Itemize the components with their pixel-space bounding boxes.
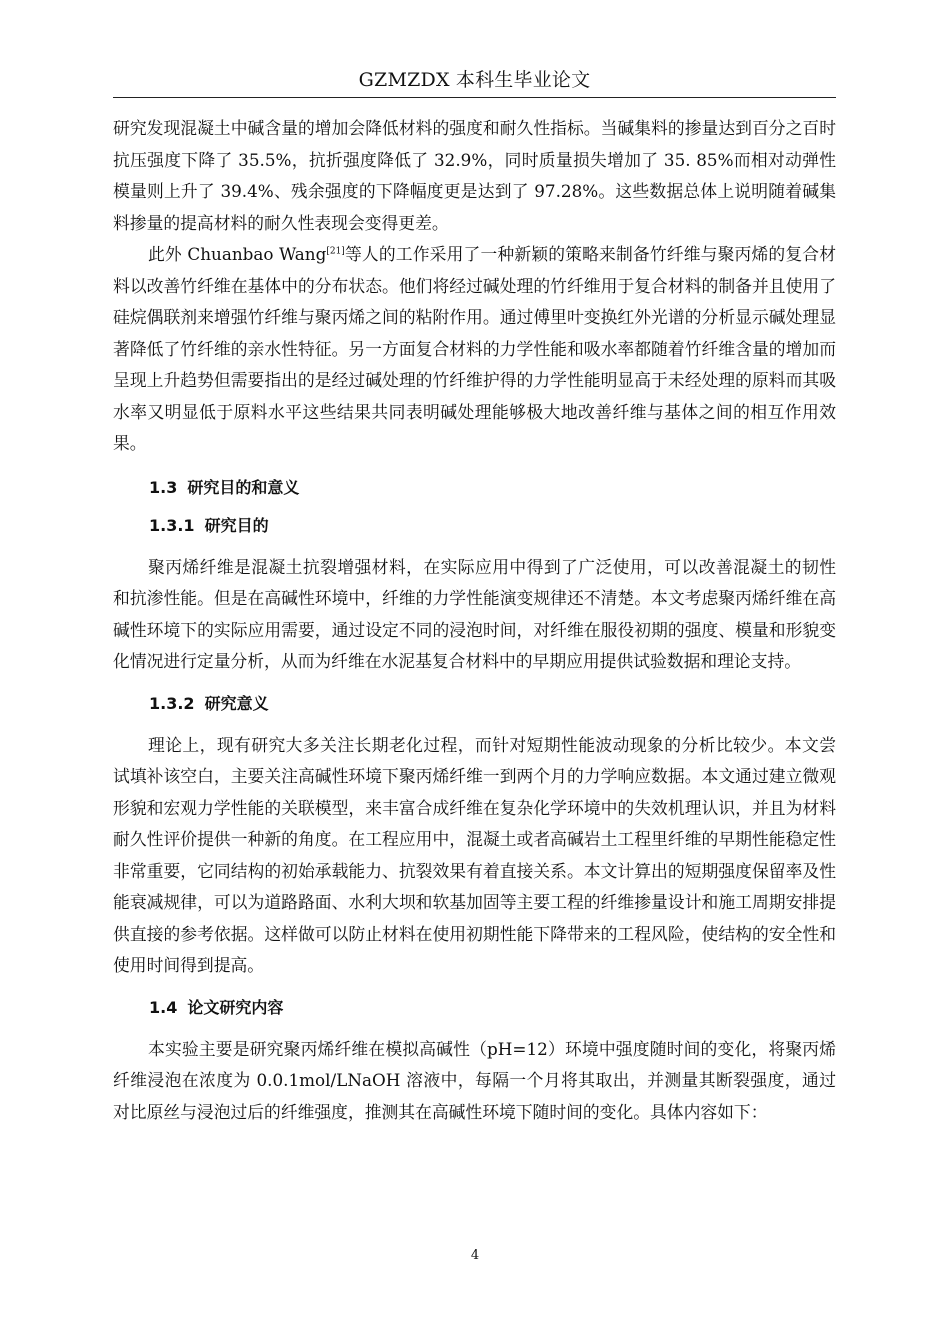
section-number: 1.3.2 [149,693,195,713]
paragraph-research-significance: 理论上，现有研究大多关注长期老化过程，而针对短期性能波动现象的分析比较少。本文尝试填补该空白，主要关注高碱性环境下聚丙烯纤维一到两个月的力学响应数据。本文通过建立微观形貌和宏观力学性能的关联模型，来丰富合成纤维在复杂化学环境中的失效机理认识，并且为材料耐久性评价提供一种新的角度。在工程应用中，混凝土或者高碱岩土工程里纤维的早期性能稳定性非常重要，它同结构的初始承载能力、抗裂效果有着直接关系。本文计算出的短期强度保留率及性能衰减规律，可以为道路路面、水利大坝和软基加固等主要工程的纤维掺量设计和施工周期安排提供直接的参考依据。这样做可以防止材料在使用初期性能下降带来的工程风险，使结构的安全性和使用时间得到提高。 [113,734,836,975]
section-number: 1.3 [149,477,178,497]
page-header: GZMZDX 本科生毕业论文 [358,69,591,91]
section-heading-1-3 [149,476,836,500]
paragraph-research-content: 本实验主要是研究聚丙烯纤维在模拟高碱性（pH=12）环境中强度随时间的变化，将聚丙烯纤维浸泡在浓度为 0.0.1mol/LNaOH 溶液中，每隔一个月将其取出，并测量其断裂强度，通过对比原丝与浸泡过后的纤维强度，推测其在高碱性环境下随时间的变化。具体内容如下： [113,1038,836,1122]
paragraph-text-start: 此外 Chuanbao Wang [148,244,327,264]
header-rule [113,97,836,98]
paragraph-alkali-aggregate-results: 研究发现混凝土中碱含量的增加会降低材料的强度和耐久性指标。当碱集料的掺量达到百分之百时抗压强度下降了 35.5%，抗折强度降低了 32.9%，同时质量损失增加了 35. 85%而相对动弹性模量则上升了 39.4%、残余强度的下降幅度更是达到了 97.28%。这些数据总体上说明随着碱集料掺量的提高材料的耐久性表现会变得更差。 [113,118,836,233]
section-title: 论文研究内容 [187,997,284,1017]
page-number: 4 [470,1248,480,1263]
section-title: 研究意义 [204,693,269,713]
section-heading-1-4 [149,996,836,1020]
section-number: 1.4 [149,997,178,1017]
citation-reference: [21] [326,246,345,257]
page-body [113,113,836,1128]
paragraph-research-purpose: 聚丙烯纤维是混凝土抗裂增强材料，在实际应用中得到了广泛使用，可以改善混凝土的韧性和抗渗性能。但是在高碱性环境中，纤维的力学性能演变规律还不清楚。本文考虑聚丙烯纤维在高碱性环境下的实际应用需要，通过设定不同的浸泡时间，对纤维在服役初期的强度、模量和形貌变化情况进行定量分析，从而为纤维在水泥基复合材料中的早期应用提供试验数据和理论支持。 [113,556,836,671]
section-title: 研究目的 [204,515,269,535]
paragraph-text-rest: 等人的工作采用了一种新颖的策略来制备竹纤维与聚丙烯的复合材料以改善竹纤维在基体中的分布状态。他们将经过碱处理的竹纤维用于复合材料的制备并且使用了硅烷偶联剂来增强竹纤维与聚丙烯之间的粘附作用。通过傅里叶变换红外光谱的分析显示碱处理显著降低了竹纤维的亲水性特征。另一方面复合材料的力学性能和吸水率都随着竹纤维含量的增加而呈现上升趋势但需要指出的是经过碱处理的竹纤维护得的力学性能明显高于未经处理的原料而其吸水率又明显低于原料水平这些结果共同表明碱处理能够极大地改善纤维与基体之间的相互作用效果。 [113,244,836,453]
paragraph-bamboo-fiber-composite [113,239,836,460]
section-heading-1-3-1 [149,514,836,538]
section-heading-1-3-2 [149,692,836,716]
section-title: 研究目的和意义 [187,477,300,497]
section-number: 1.3.1 [149,515,195,535]
